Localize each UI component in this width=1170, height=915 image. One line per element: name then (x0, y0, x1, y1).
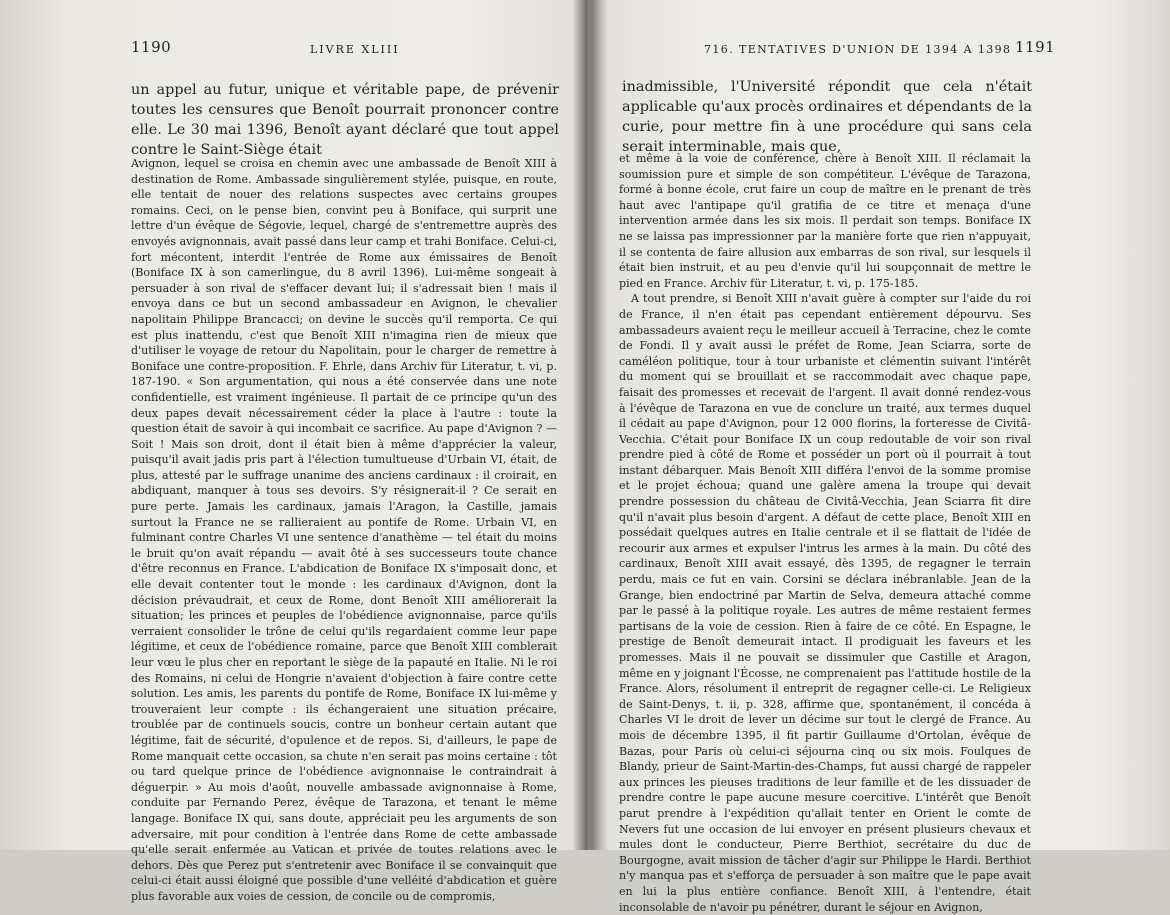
left-page (0, 0, 585, 903)
right-main-text (622, 77, 1032, 157)
right-footnote-paragraph-2: A tout prendre, si Benoît XIII n'avait guère à compter sur l'aide du roi de France, il n'en était pas cependant entièrement dépourvu. Ses ambassadeurs avaient reçu le meilleur accueil à Terracine, chez le comte de Fondi. Il y avait aussi le préfet de Rome, Jean Sciarra, sorte de caméléon politique, tour à tour urbaniste et clémentin suivant l'intérêt du moment qui se brouillait et se raccommodait avec chaque pape, faisait des promesses et recevait de l'argent. Il avait donné rendez-vous à l'évêque de Tarazona en vue de conclure un traité, aux termes duquel il cédait au pape d'Avignon, pour 12 000 florins, la forteresse de Civitâ-Vecchia. C'était pour Boniface IX un coup redoutable de voir son rival prendre pied à côté de Rome et posséder un port où il pourrait à tout instant débarquer. Mais Benoît XIII différa l'envoi de la somme promise et le projet échoua; quand une galère amena la troupe qui devait prendre possession du château de Civitâ-Vecchia, Jean Sciarra fit dire qu'il n'avait plus besoin d'argent. A défaut de cette place, Benoît XIII en possédait quelques autres en Italie centrale et il se flattait de l'idée de recourir aux armes et expulser l'intrus les armes à la main. Du côté des cardinaux, Benoît XIII avait essayé, dès 1395, de regagner le terrain perdu, mais ce fut en vain. Corsini se déclara inébranlable. Jean de la Grange, bien endoctriné par Martin de Selva, demeura attaché comme par le passé à la politique royale. Les autres de même restaient fermes partisans de la voie de cession. Rien à faire de ce côté. En Espagne, le prestige de Benoît demeurait intact. Il prodiguait les faveurs et les promesses. Mais il ne pouvait se dissimuler que Castille et Aragon, même en y joignant l'Écosse, ne comprenaient pas l'attitude hostile de la France. Alors, résolument il entreprit de regagner celle-ci. Le Religieux de Saint-Denys, t. ii, p. 328, affirme que, spontanément, il concéda à Charles VI le droit de lever un décime sur tout le clergé de France. Au mois de décembre 1395, il fit partir Guillaume d'Ortolan, évêque de Bazas, pour Paris où celui-ci séjourna cinq ou six mois. Foulques de Blandy, prieur de Saint-Martin-des-Champs, fut aussi chargé de rappeler aux princes les pieuses traditions de leur famille et de les dissuader de prendre contre le pape aucune mesure coercitive. L'intérêt que Benoît parut prendre à l'expédition qu'allait tenter en Orient le comte de Nevers fut une occasion de lui envoyer en présent plusieurs chevaux et mules dont le conducteur, Pierre Berthiot, secrétaire du duc de Bourgogne, avait mission de tâcher d'agir sur Philippe le Hardi. Berthiot n'y manqua pas et s'efforça de persuader à son maître que le pape avait en lui la plus entière confiance. Benoît XIII, à l'entendre, était inconsolable de n'avoir pu pénétrer, durant le séjour en Avignon, (619, 292, 1031, 914)
left-footnote (131, 156, 557, 905)
right-page-number: 1191 (1015, 38, 1056, 56)
right-main-paragraph: inadmissible, l'Université répondit que cela n'était applicable qu'aux procès ordinaires et dépendants de la curie, pour mettre fin à une procédure qui sans cela serait interminable, mais que, (622, 79, 1032, 155)
left-footnote-paragraph: Avignon, lequel se croisa en chemin avec une ambassade de Benoît XIII à destination de Rome. Ambassade singulièrement stylée, puisque, en route, elle tentait de nouer des relations suspectes avec certains groupes romains. Ceci, on le pense bien, convint peu à Boniface, qui surprit une lettre d'un évêque de Ségovie, lequel, chargé de s'entremettre auprès des envoyés avignonnais, avait passé dans leur camp et trahi Boniface. Celui-ci, fort mécontent, interdit l'entrée de Rome aux émissaires de Benoît (Boniface IX à son camerlingue, du 8 avril 1396). Lui-même songeait à persuader à son rival de s'effacer devant lui; il s'adressait bien ! mais il envoya dans ce but un second ambassadeur en Avignon, le chevalier napolitain Philippe Brancacci; on devine le succès qu'il remporta. Ce qui est plus inattendu, c'est que Benoît XIII n'imagina rien de mieux que d'utiliser le voyage de retour du Napolitain, pour le charger de remettre à Boniface une contre-proposition. F. Ehrle, dans Archiv für Literatur, t. vi, p. 187-190. « Son argumentation, qui nous a été conservée dans une note confidentielle, est vraiment ingénieuse. Il partait de ce principe qu'un des deux papes devait nécessairement céder la place à l'autre : toute la question était de savoir à qui incombait ce sacrifice. Au pape d'Avignon ? — Soit ! Mais son droit, dont il était bien à même d'apprécier la valeur, puisqu'il avait jadis pris part à l'élection tumultueuse d'Urbain VI, était, de plus, attesté par le suffrage unanime des anciens cardinaux : il croirait, en abdiquant, manquer à tous ses devoirs. S'y résignerait-il ? Ce serait en pure perte. Jamais les cardinaux, jamais l'Aragon, la Castille, jamais surtout la France ne se rallieraient au pontife de Rome. Urbain VI, en fulminant contre Charles VI une sentence d'anathème — tel était du moins le bruit qu'on avait répandu — avait ôté à ses successeurs toute chance d'être reconnus en France. L'abdication de Boniface IX s'imposait donc, et elle devait contenter tout le monde : les cardinaux d'Avignon, dont la décision prévaudrait, et ceux de Rome, dont Benoît XIII améliorerait la situation; les princes et peuples de l'obédience avignonnaise, parce qu'ils verraient consolider le trône de celui qu'ils regardaient comme leur pape légitime, et ceux de l'obédience romaine, parce que Benoît XIII comblerait leur vœu le plus cher en reportant le siège de la papauté en Italie. Ni le roi des Romains, ni celui de Hongrie n'avaient d'objection à faire contre cette solution. Les amis, les parents du pontife de Rome, Boniface IX lui-même y trouveraient leur compte : ils échangeraient une situation précaire, troublée par de continuels soucis, contre un bonheur certain autant que légitime, fait de sécurité, d'opulence et de repos. Si, d'ailleurs, le pape de Rome manquait cette occasion, sa chute n'en serait pas moins certaine : tôt ou tard quelque prince de l'obédience avignonnaise le contraindrait à déguerpir. » Au mois d'août, nouvelle ambassade avignonnaise à Rome, conduite par Fernando Perez, évêque de Tarazona, et tenant le même langage. Boniface IX qui, sans doute, appréciait peu les arguments de son adversaire, mit pour condition à l'entrée dans Rome de cette ambassade qu'elle serait enfermée au Vatican et privée de toutes relations avec le dehors. Dès que Perez put s'entretenir avec Boniface il se convainquit que celui-ci était aussi éloigné que possible d'une velléité d'abdication et guère plus favorable aux voies de cession, de concile ou de compromis, (131, 157, 557, 903)
right-footnote-paragraph-1: et même à la voie de conférence, chère à Benoît XIII. Il réclamait la soumission pure et simple de son compétiteur. L'évêque de Tarazona, formé à bonne école, crut faire un coup de maître en le prenant de très haut avec l'antipape qu'il gratifia de ce titre et menaça d'une intervention armée dans les six mois. Il perdait son temps. Boniface IX ne se laissa pas impressionner par la manière forte que rien n'appuyait, il se contenta de faire allusion aux embarras de son rival, sur lesquels il était bien instruit, et au peu d'envie qu'il lui soupçonnait de mettre le pied en France. Archiv für Literatur, t. vi, p. 175-185. (619, 152, 1031, 290)
left-main-paragraph: un appel au futur, unique et véritable pape, de prévenir toutes les censures que Benoît pourrait prononcer contre elle. Le 30 mai 1396, Benoît ayant déclaré que tout appel contre le Saint-Siège était (131, 82, 559, 158)
right-page (585, 0, 1170, 914)
left-main-text (131, 80, 559, 160)
right-footnote (619, 151, 1031, 915)
left-page-number: 1190 (131, 38, 172, 56)
left-running-head: LIVRE XLIII (310, 43, 400, 56)
right-running-head: 716. TENTATIVES D'UNION DE 1394 A 1398 (704, 43, 1012, 56)
